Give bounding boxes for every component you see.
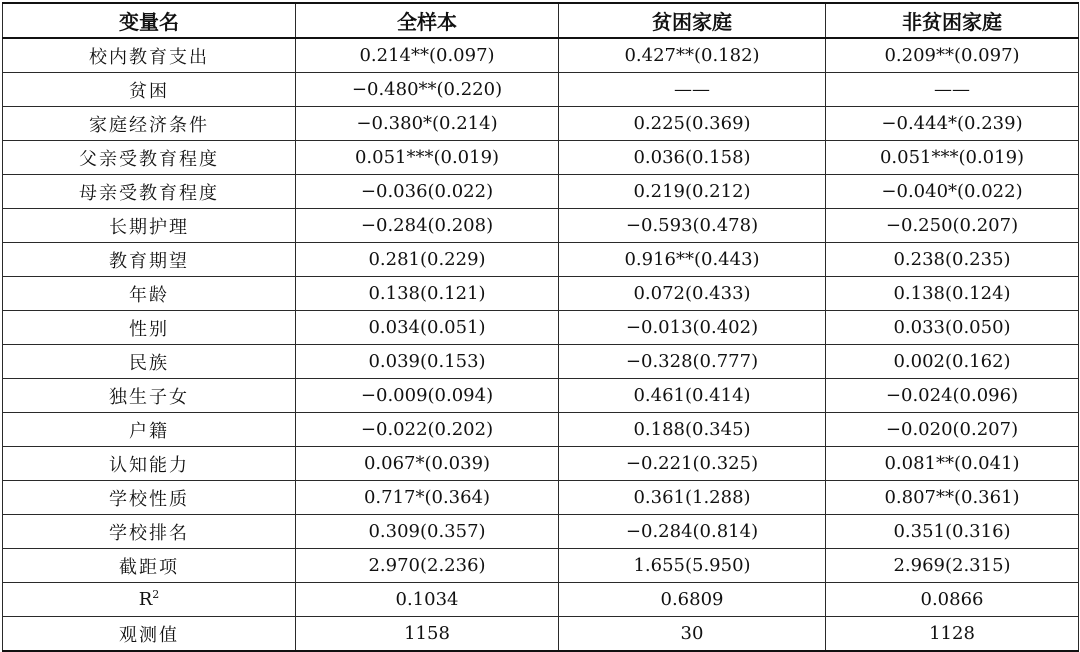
cell-full: 0.034(0.051) (296, 311, 559, 345)
cell-poor: 0.916**(0.443) (559, 243, 826, 277)
r-squared-base: R (138, 589, 153, 610)
cell-poor: 0.188(0.345) (559, 413, 826, 447)
cell-full: −0.009(0.094) (296, 379, 559, 413)
cell-poor: −0.593(0.478) (559, 209, 826, 243)
cell-full: −0.036(0.022) (296, 175, 559, 209)
observations-row (3, 617, 1079, 652)
row-label: 学校性质 (3, 481, 296, 515)
cell-nonpoor: 0.209**(0.097) (826, 38, 1079, 73)
cell-full: 0.717*(0.364) (296, 481, 559, 515)
cell-nonpoor: 0.081**(0.041) (826, 447, 1079, 481)
table-row (3, 107, 1079, 141)
header-row (3, 3, 1079, 38)
cell-nonpoor: 1128 (826, 617, 1079, 652)
cell-full: −0.284(0.208) (296, 209, 559, 243)
cell-nonpoor: 0.002(0.162) (826, 345, 1079, 379)
cell-full: 0.214**(0.097) (296, 38, 559, 73)
col-header-poor: 贫困家庭 (559, 3, 826, 38)
cell-full: 0.281(0.229) (296, 243, 559, 277)
row-label: 父亲受教育程度 (3, 141, 296, 175)
row-label: 户籍 (3, 413, 296, 447)
cell-full: 0.309(0.357) (296, 515, 559, 549)
cell-full: 1158 (296, 617, 559, 652)
r-squared-superscript: 2 (152, 588, 160, 601)
table-row (3, 38, 1079, 73)
r-squared-row (3, 583, 1079, 617)
row-label: 贫困 (3, 73, 296, 107)
row-label: 性别 (3, 311, 296, 345)
cell-nonpoor: −0.024(0.096) (826, 379, 1079, 413)
row-label: 母亲受教育程度 (3, 175, 296, 209)
cell-poor: —— (559, 73, 826, 107)
row-label: 学校排名 (3, 515, 296, 549)
table-row (3, 73, 1079, 107)
cell-poor: 0.461(0.414) (559, 379, 826, 413)
row-label: 家庭经济条件 (3, 107, 296, 141)
col-header-nonpoor: 非贫困家庭 (826, 3, 1079, 38)
table-row (3, 311, 1079, 345)
regression-table (2, 2, 1079, 652)
table-row (3, 345, 1079, 379)
table-row (3, 379, 1079, 413)
table-row (3, 413, 1079, 447)
cell-full: −0.480**(0.220) (296, 73, 559, 107)
cell-poor: 1.655(5.950) (559, 549, 826, 583)
row-label: 独生子女 (3, 379, 296, 413)
cell-nonpoor: 0.138(0.124) (826, 277, 1079, 311)
row-label: 民族 (3, 345, 296, 379)
row-label: 观测值 (3, 617, 296, 652)
cell-poor: −0.221(0.325) (559, 447, 826, 481)
cell-poor: 0.6809 (559, 583, 826, 617)
cell-nonpoor: −0.040*(0.022) (826, 175, 1079, 209)
col-header-variable: 变量名 (3, 3, 296, 38)
cell-nonpoor: 0.051***(0.019) (826, 141, 1079, 175)
table-row (3, 243, 1079, 277)
cell-nonpoor: −0.250(0.207) (826, 209, 1079, 243)
row-label: 长期护理 (3, 209, 296, 243)
cell-poor: −0.284(0.814) (559, 515, 826, 549)
cell-poor: 0.225(0.369) (559, 107, 826, 141)
row-label: 教育期望 (3, 243, 296, 277)
row-label: 校内教育支出 (3, 38, 296, 73)
row-label: 认知能力 (3, 447, 296, 481)
cell-nonpoor: —— (826, 73, 1079, 107)
table-row (3, 175, 1079, 209)
cell-poor: −0.328(0.777) (559, 345, 826, 379)
cell-full: 0.1034 (296, 583, 559, 617)
table-row (3, 277, 1079, 311)
table-row (3, 481, 1079, 515)
cell-full: −0.022(0.202) (296, 413, 559, 447)
table-row (3, 447, 1079, 481)
cell-nonpoor: 0.351(0.316) (826, 515, 1079, 549)
table-row (3, 141, 1079, 175)
cell-nonpoor: 0.238(0.235) (826, 243, 1079, 277)
row-label-r-squared (3, 583, 296, 617)
cell-poor: 0.036(0.158) (559, 141, 826, 175)
cell-poor: 0.427**(0.182) (559, 38, 826, 73)
cell-nonpoor: −0.444*(0.239) (826, 107, 1079, 141)
table-row (3, 549, 1079, 583)
cell-full: −0.380*(0.214) (296, 107, 559, 141)
cell-full: 0.039(0.153) (296, 345, 559, 379)
cell-full: 0.067*(0.039) (296, 447, 559, 481)
cell-full: 0.138(0.121) (296, 277, 559, 311)
row-label: 截距项 (3, 549, 296, 583)
col-header-full-sample: 全样本 (296, 3, 559, 38)
cell-poor: 0.361(1.288) (559, 481, 826, 515)
cell-poor: 30 (559, 617, 826, 652)
cell-poor: 0.072(0.433) (559, 277, 826, 311)
table-row (3, 515, 1079, 549)
cell-nonpoor: 0.0866 (826, 583, 1079, 617)
cell-full: 2.970(2.236) (296, 549, 559, 583)
cell-full: 0.051***(0.019) (296, 141, 559, 175)
cell-poor: 0.219(0.212) (559, 175, 826, 209)
cell-nonpoor: 0.807**(0.361) (826, 481, 1079, 515)
cell-nonpoor: 0.033(0.050) (826, 311, 1079, 345)
cell-poor: −0.013(0.402) (559, 311, 826, 345)
cell-nonpoor: 2.969(2.315) (826, 549, 1079, 583)
cell-nonpoor: −0.020(0.207) (826, 413, 1079, 447)
row-label: 年龄 (3, 277, 296, 311)
table-row (3, 209, 1079, 243)
